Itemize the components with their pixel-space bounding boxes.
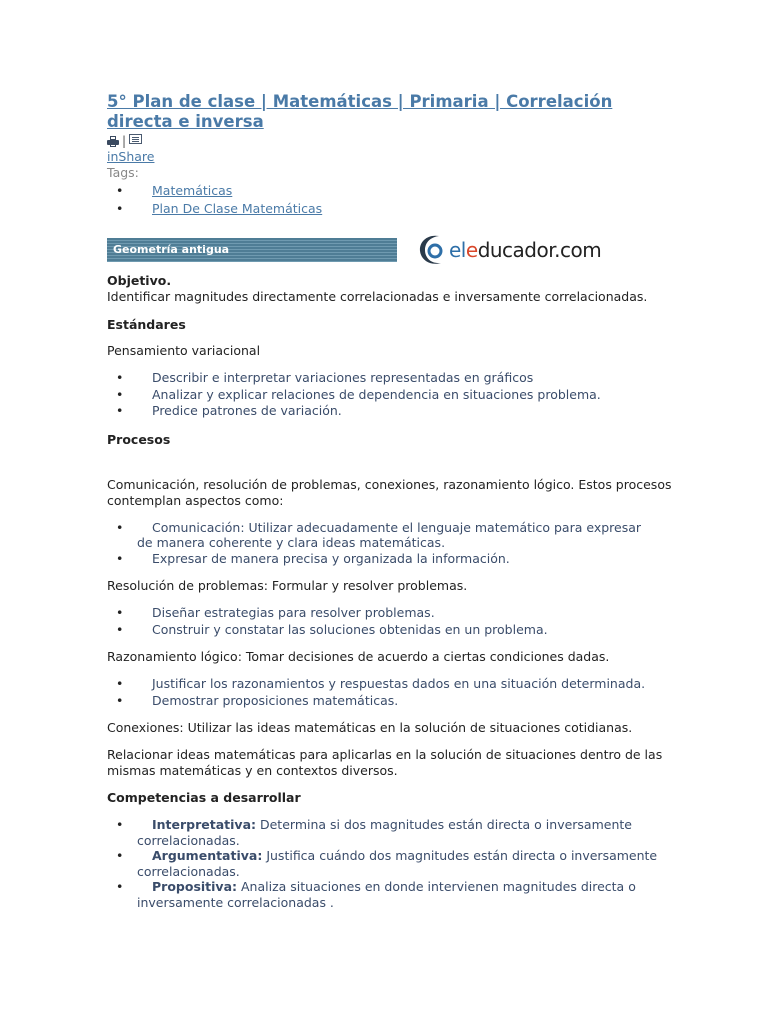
icon-separator: | bbox=[122, 134, 127, 148]
estandares-list bbox=[107, 370, 707, 420]
list-item: • Analizar y explicar relaciones de dependencia en situaciones problema. bbox=[107, 387, 707, 404]
competencia-label: Propositiva: bbox=[152, 879, 238, 894]
competencia-label: Interpretativa: bbox=[152, 817, 257, 832]
tag-link-plan-de-clase[interactable]: Plan De Clase Matemáticas bbox=[152, 201, 323, 216]
competencias-list bbox=[107, 817, 707, 910]
banner-row bbox=[107, 230, 707, 270]
competencias-heading: Competencias a desarrollar bbox=[107, 790, 301, 805]
list-item: • Describir e interpretar variaciones representadas en gráficos bbox=[107, 370, 707, 387]
procesos-intro: Comunicación, resolución de problemas, conexiones, razonamiento lógico. Estos procesos contemplan aspectos como: bbox=[107, 476, 672, 508]
pensamiento-variacional: Pensamiento variacional bbox=[107, 343, 261, 358]
eleducador-logo[interactable]: eleducador.com bbox=[417, 233, 601, 267]
competencia-label: Argumentativa: bbox=[152, 848, 263, 863]
page-title[interactable]: 5° Plan de clase | Matemáticas | Primaria | Correlación directa e inversa bbox=[107, 92, 613, 131]
razonamiento-list bbox=[107, 676, 707, 709]
resolucion-text: Resolución de problemas: Formular y resolver problemas. bbox=[107, 578, 468, 593]
estandares-heading: Estándares bbox=[107, 317, 186, 332]
procesos-heading: Procesos bbox=[107, 431, 171, 447]
tag-link-matematicas[interactable]: Matemáticas bbox=[152, 183, 233, 198]
conexiones-text: Conexiones: Utilizar las ideas matemáticas en la solución de situaciones cotidianas. bbox=[107, 720, 633, 735]
tag-item bbox=[107, 200, 707, 218]
list-item: • Comunicación: Utilizar adecuadamente el lenguaje matemático para expresar de manera coherente y clara ideas matemáticas. bbox=[107, 520, 707, 551]
tags-label: Tags: bbox=[107, 165, 139, 180]
list-item: • Justificar los razonamientos y respuestas dados en una situación determinada. bbox=[107, 676, 707, 693]
objetivo-heading: Objetivo. bbox=[107, 273, 172, 288]
list-item: • Interpretativa: Determina si dos magnitudes están directa o inversamente correlacionadas. bbox=[107, 817, 707, 848]
list-item: • Propositiva: Analiza situaciones en donde intervienen magnitudes directa o inversamente correlacionadas . bbox=[107, 879, 707, 910]
list-item: • Predice patrones de variación. bbox=[107, 403, 707, 420]
list-item: • Construir y constatar las soluciones obtenidas en un problema. bbox=[107, 622, 707, 639]
list-item: • Expresar de manera precisa y organizada la información. bbox=[107, 551, 707, 568]
geometria-banner[interactable]: Geometría antigua bbox=[107, 238, 397, 262]
tags-list bbox=[107, 182, 707, 218]
inshare-link[interactable]: inShare bbox=[107, 149, 155, 164]
email-icon[interactable] bbox=[129, 134, 142, 144]
list-item: • Demostrar proposiciones matemáticas. bbox=[107, 693, 707, 710]
objetivo-text: Identificar magnitudes directamente correlacionadas e inversamente correlacionadas. bbox=[107, 289, 648, 304]
razonamiento-text: Razonamiento lógico: Tomar decisiones de acuerdo a ciertas condiciones dadas. bbox=[107, 649, 610, 664]
eleducador-swoosh-icon bbox=[417, 233, 447, 267]
relacionar-text: Relacionar ideas matemáticas para aplicarlas en la solución de situaciones dentro de las mismas matemáticas y en contextos diversos. bbox=[107, 747, 663, 778]
objetivo-section bbox=[107, 273, 707, 305]
document-page bbox=[107, 92, 707, 910]
comunicacion-list bbox=[107, 520, 707, 568]
list-item: • Argumentativa: Justifica cuándo dos magnitudes están directa o inversamente correlacionadas. bbox=[107, 848, 707, 879]
printer-icon[interactable] bbox=[107, 136, 119, 147]
list-item: • Diseñar estrategias para resolver problemas. bbox=[107, 605, 707, 622]
share-icons bbox=[107, 133, 707, 149]
resolucion-list bbox=[107, 605, 707, 638]
tag-item bbox=[107, 182, 707, 200]
